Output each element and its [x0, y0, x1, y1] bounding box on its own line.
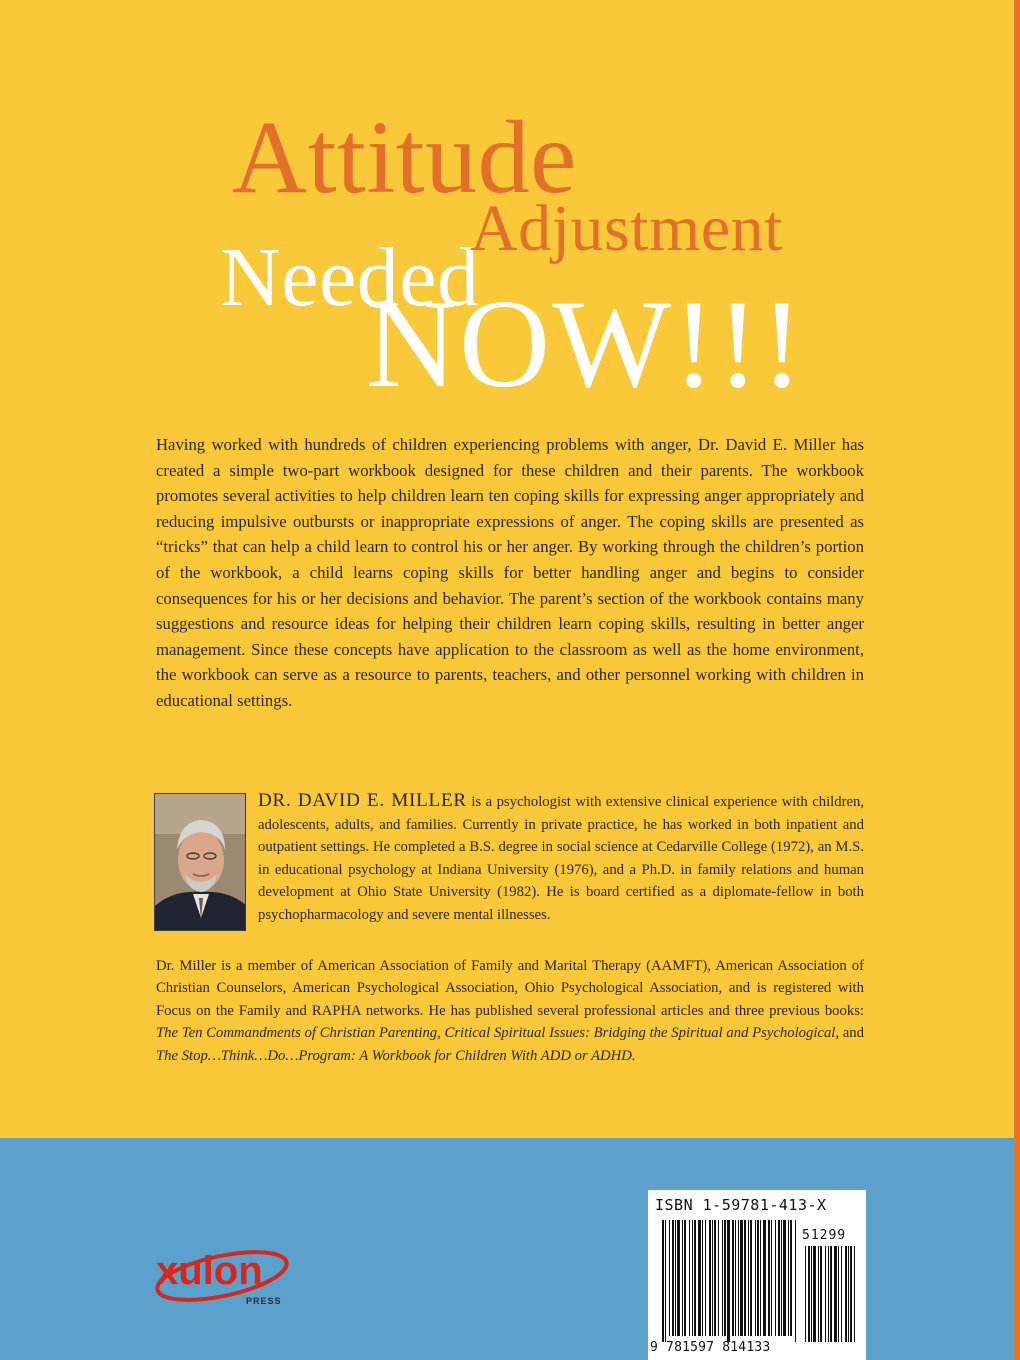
author-memberships	[156, 955, 864, 1067]
previous-books-1: The Ten Commandments of Christian Parenting, Critical Spiritual Issues: Bridging the Spiritual and Psychological,	[156, 1025, 840, 1042]
xulon-press-logo	[150, 1240, 295, 1310]
isbn-number: ISBN 1-59781-413-X	[655, 1196, 827, 1214]
author-photo	[154, 793, 246, 931]
title-now: NOW!!!	[366, 275, 805, 414]
logo-wordmark: xulon	[156, 1249, 263, 1293]
author-name: DR. DAVID E. MILLER	[258, 790, 467, 811]
price-code: 51299	[802, 1228, 847, 1243]
author-portrait-image	[155, 794, 246, 931]
barcode-bars	[648, 1190, 866, 1360]
title-adjustment: Adjustment	[470, 192, 783, 265]
isbn-barcode	[648, 1190, 866, 1360]
title-attitude: Attitude	[232, 100, 577, 215]
ean-digits: 9 781597 814133	[650, 1340, 771, 1355]
logo-press: PRESS	[246, 1296, 282, 1306]
membership-and: and	[839, 1025, 864, 1042]
title-needed: Needed	[220, 231, 480, 324]
book-description: Having worked with hundreds of children experiencing problems with anger, Dr. David E. Miller has created a simple two-part workbook designed for these children and their parents. The workbook promotes several activities to help children learn ten coping skills for expressing anger appropriately and reducing impulsive outbursts or inappropriate expressions of anger. The coping skills are presented as “tricks” that can help a child learn to control his or her anger. By working through the children’s portion of the workbook, a child learns coping skills for better handling anger and begins to consider consequences for his or her decisions and behavior. The parent’s section of the workbook contains many suggestions and resource ideas for helping their children learn coping skills, resulting in better anger management. Since these concepts have application to the classroom as well as the home environment, the workbook can serve as a resource to parents, teachers, and other personnel working with children in educational settings.	[156, 435, 864, 710]
author-bio-text: is a psychologist with extensive clinical experience with children, adolescents, adults, and families. Currently in private practice, he has worked in both inpatient and outpatient settings. He completed a B.S. degree in social science at Cedarville College (1972), an M.S. in educational psychology at Indiana University (1976), and a Ph.D. in family relations and human development at Ohio State University (1982). He is board certified as a diplomate-fellow in both psychopharmacology and severe mental illnesses.	[258, 794, 864, 923]
membership-text: Dr. Miller is a member of American Association of Family and Marital Therapy (AAMFT), American Association of Christian Counselors, American Psychological Association, Ohio Psychological Association, and is registered with Focus on the Family and RAPHA networks. He has published several professional articles and three previous books:	[156, 958, 864, 1019]
previous-book-3: The Stop…Think…Do…Program: A Workbook for Children With ADD or ADHD.	[156, 1047, 636, 1064]
spine-edge	[1014, 0, 1020, 1360]
author-bio	[258, 790, 864, 927]
